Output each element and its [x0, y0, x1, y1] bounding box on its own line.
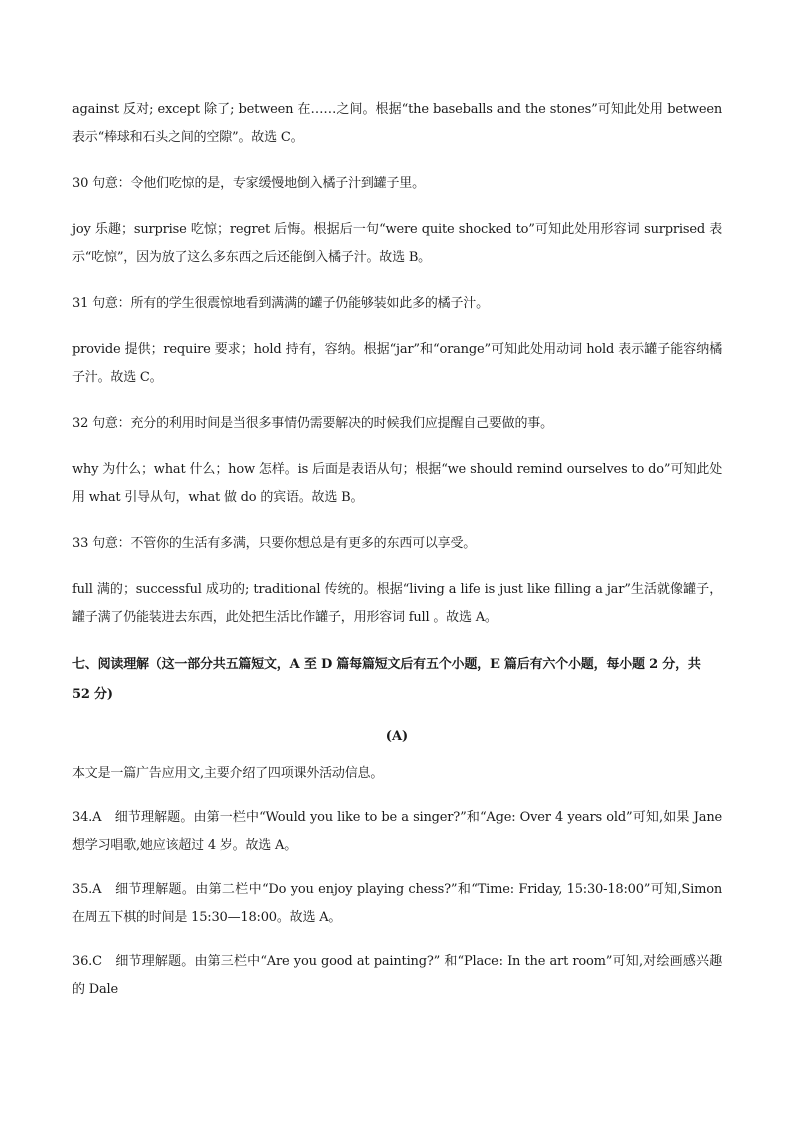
document-page [72, 96, 722, 1020]
passage-summary: 本文是一篇广告应用文,主要介绍了四项课外活动信息。 [72, 766, 384, 781]
sentence-meaning-33: 33 句意：不管你的生活有多满，只要你想总是有更多的东西可以享受。 [72, 536, 477, 551]
passage-label: (A) [385, 729, 409, 744]
answer-explanation-32: why 为什么；what 什么；how 怎样。is 后面是表语从句；根据“we should remind ourselves to do”可知此处用 what 引导从句，what 做 do 的宾语。故选 B。 [72, 462, 722, 505]
answer-explanation-31: provide 提供；require 要求；hold 持有，容纳。根据“jar”和“orange”可知此处用动词 hold 表示罐子能容纳橘子汁。故选 C。 [72, 342, 722, 385]
sentence-meaning-32: 32 句意：充分的利用时间是当很多事情仍需要解决的时候我们应提醒自己要做的事。 [72, 416, 553, 431]
sentence-meaning-31: 31 句意：所有的学生很震惊地看到满满的罐子仍能够装如此多的橘子汁。 [72, 296, 489, 311]
answer-explanation-30: joy 乐趣；surprise 吃惊；regret 后悔。根据后一句“were quite shocked to”可知此处用形容词 surprised 表示“吃惊”，因为放了这么多东西之后还能倒入橘子汁。故选 B。 [72, 222, 722, 265]
answer-explanation-36: 36.C 细节理解题。由第三栏中“Are you good at painting?” 和“Place: In the art room”可知,对绘画感兴趣的 Dale [72, 954, 722, 997]
answer-explanation-33: full 满的；successful 成功的; traditional 传统的。根据“living a life is just like filling a jar”生活就像罐子，罐子满了仍能装进去东西，此处把生活比作罐子，用形容词 full 。故选 A。 [72, 582, 722, 625]
answer-explanation-35: 35.A 细节理解题。由第二栏中“Do you enjoy playing chess?”和“Time: Friday, 15:30-18:00”可知,Simon 在周五下棋的时间是 15:30—18:00。故选 A。 [72, 882, 722, 925]
section-heading-reading: 七、阅读理解（这一部分共五篇短文，A 至 D 篇每篇短文后有五个小题，E 篇后有六个小题，每小题 2 分，共 52 分) [72, 657, 701, 702]
answer-explanation-34: 34.A 细节理解题。由第一栏中“Would you like to be a singer?”和“Age: Over 4 years old”可知,如果 Jane 想学习唱歌,她应该超过 4 岁。故选 A。 [72, 810, 722, 853]
answer-explanation-29: against 反对; except 除了; between 在……之间。根据“the baseballs and the stones”可知此处用 between 表示“棒球和石头之间的空隙”。故选 C。 [72, 102, 722, 145]
sentence-meaning-30: 30 句意：令他们吃惊的是，专家缓慢地倒入橘子汁到罐子里。 [72, 176, 425, 191]
